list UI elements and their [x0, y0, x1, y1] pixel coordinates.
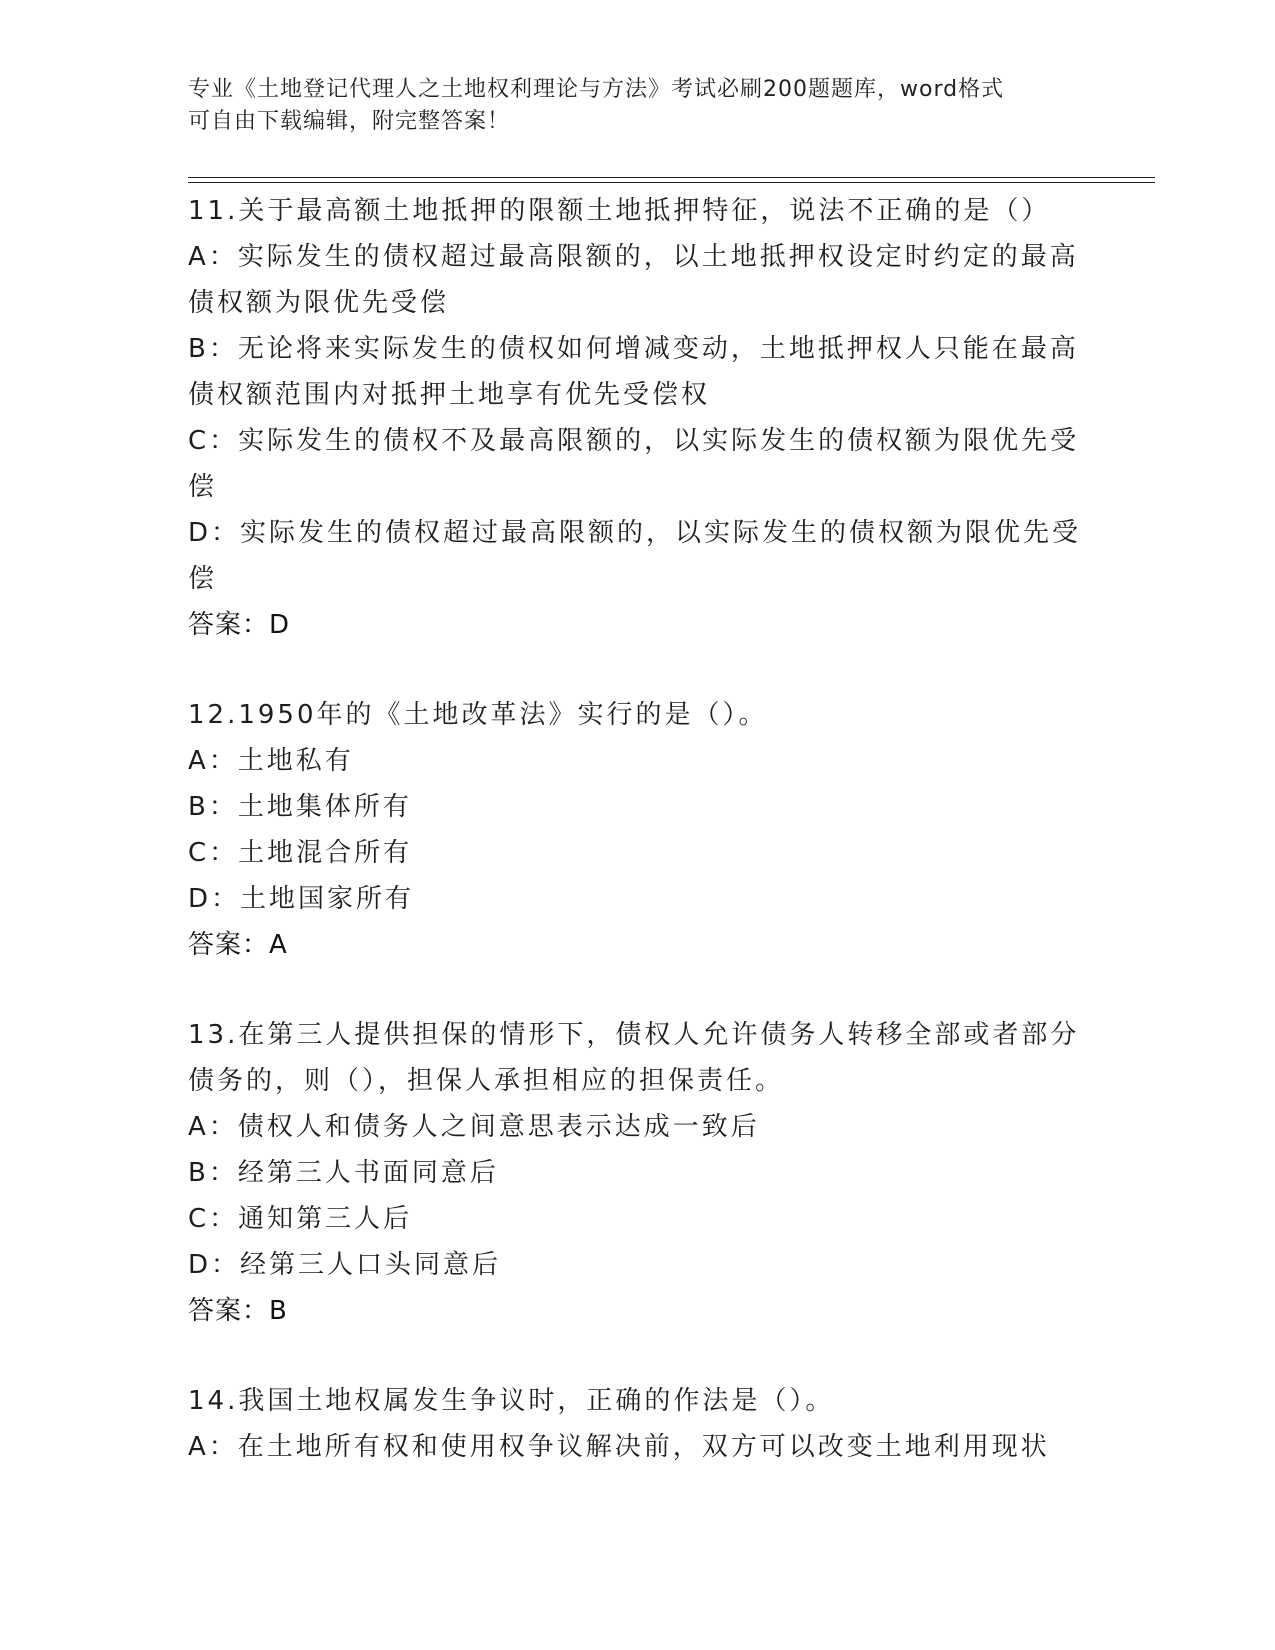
option-c-continued: 偿: [188, 472, 218, 502]
option-a: A：在土地所有权和使用权争议解决前，双方可以改变土地利用现状: [188, 1432, 1050, 1462]
answer-label: 答案：B: [188, 1296, 288, 1326]
option-a: A：土地私有: [188, 746, 354, 776]
option-b: B：经第三人书面同意后: [188, 1158, 499, 1188]
header-divider-bottom: [188, 182, 1155, 183]
option-b: B：无论将来实际发生的债权如何增减变动，土地抵押权人只能在最高: [188, 334, 1079, 364]
question-stem: 12.1950年的《土地改革法》实行的是（）。: [188, 700, 768, 730]
option-b: B：土地集体所有: [188, 792, 412, 822]
document-header: [188, 74, 1088, 138]
option-b-continued: 债权额范围内对抵押土地享有优先受偿权: [188, 380, 711, 410]
spacer: [188, 648, 1088, 692]
option-a-continued: 债权额为限优先受偿: [188, 288, 450, 318]
question-stem-continued: 债务的，则（），担保人承担相应的担保责任。: [188, 1066, 785, 1096]
question-stem: 11.关于最高额土地抵押的限额土地抵押特征，说法不正确的是（）: [188, 196, 1051, 226]
question-stem: 13.在第三人提供担保的情形下，债权人允许债务人转移全部或者部分: [188, 1020, 1080, 1050]
option-d-continued: 偿: [188, 564, 218, 594]
question-block: [188, 1012, 1088, 1334]
option-c: C：实际发生的债权不及最高限额的，以实际发生的债权额为限优先受: [188, 426, 1080, 456]
header-divider-top: [188, 177, 1155, 178]
header-line-2: 可自由下载编辑，附完整答案！: [188, 109, 511, 134]
option-a: A：实际发生的债权超过最高限额的，以土地抵押权设定时约定的最高: [188, 242, 1079, 272]
answer-label: 答案：A: [188, 930, 288, 960]
spacer: [188, 968, 1088, 1012]
spacer: [188, 1334, 1088, 1378]
option-d: D：实际发生的债权超过最高限额的，以实际发生的债权额为限优先受: [188, 518, 1082, 548]
option-d: D：土地国家所有: [188, 884, 415, 914]
answer-label: 答案：D: [188, 610, 291, 640]
question-list: [188, 188, 1088, 1470]
option-c: C：通知第三人后: [188, 1204, 413, 1234]
option-c: C：土地混合所有: [188, 838, 413, 868]
header-line-1: 专业《土地登记代理人之土地权利理论与方法》考试必刷200题题库，word格式: [188, 77, 1005, 102]
question-block: [188, 1378, 1088, 1470]
question-block: [188, 188, 1088, 648]
option-a: A：债权人和债务人之间意思表示达成一致后: [188, 1112, 760, 1142]
option-d: D：经第三人口头同意后: [188, 1250, 502, 1280]
question-stem: 14.我国土地权属发生争议时，正确的作法是（）。: [188, 1386, 835, 1416]
question-block: [188, 692, 1088, 968]
